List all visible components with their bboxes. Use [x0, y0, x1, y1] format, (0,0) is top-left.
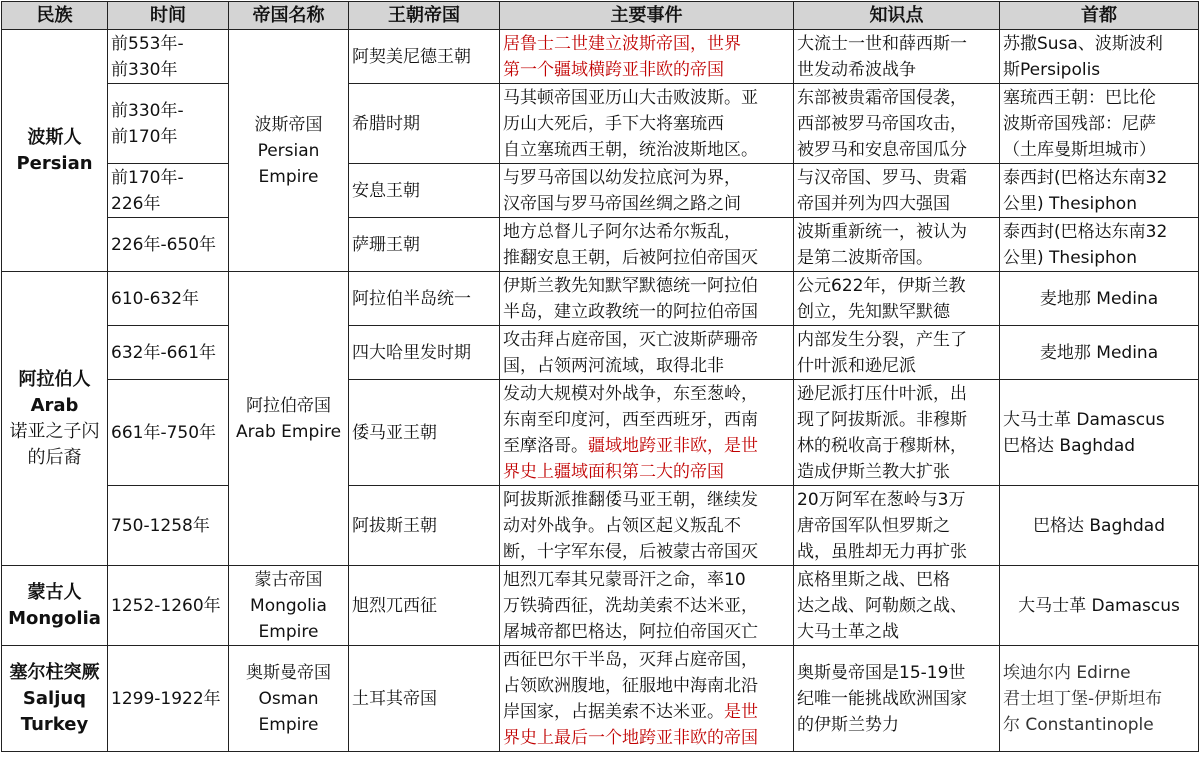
capital-cell: 塞琉西王朝：巴比伦 波斯帝国残部：尼萨 （土库曼斯坦城市）	[1000, 84, 1199, 164]
dynasty-cell: 阿契美尼德王朝	[349, 30, 500, 84]
table-row	[2, 326, 1199, 380]
time-cell: 632年-661年	[108, 326, 229, 380]
knowledge-cell: 内部发生分裂，产生了 什叶派和逊尼派	[794, 326, 1000, 380]
dynasty-cell: 希腊时期	[349, 84, 500, 164]
people-cell-arab: 阿拉伯人 Arab 诺亚之子闪 的后裔	[2, 272, 108, 566]
dynasty-cell: 阿拔斯王朝	[349, 486, 500, 566]
event-cell: 西征巴尔干半岛，灭拜占庭帝国， 占领欧洲腹地，征服地中海南北沿 岸国家，占据美索不达米亚。是世 界史上最后一个地跨亚非欧的帝国	[500, 646, 794, 752]
time-cell: 750-1258年	[108, 486, 229, 566]
empire-cell-arab: 阿拉伯帝国 Arab Empire	[229, 272, 349, 566]
empire-cell-turk: 奥斯曼帝国 Osman Empire	[229, 646, 349, 752]
time-cell: 661年-750年	[108, 380, 229, 486]
knowledge-cell: 底格里斯之战、巴格 达之战、阿勒颇之战、 大马士革之战	[794, 566, 1000, 646]
header-capital: 首都	[1000, 2, 1199, 30]
event-cell: 阿拔斯派推翻倭马亚王朝，继续发 动对外战争。占领区起义叛乱不 断，十字军东侵，后被蒙古帝国灭	[500, 486, 794, 566]
event-cell: 居鲁士二世建立波斯帝国，世界 第一个疆域横跨亚非欧的帝国	[500, 30, 794, 84]
empire-table	[1, 1, 1199, 752]
time-cell: 前553年- 前330年	[108, 30, 229, 84]
knowledge-cell: 大流士一世和薛西斯一 世发动希波战争	[794, 30, 1000, 84]
time-cell: 226年-650年	[108, 218, 229, 272]
knowledge-cell: 公元622年，伊斯兰教 创立，先知默罕默德	[794, 272, 1000, 326]
knowledge-cell: 20万阿军在葱岭与3万 唐帝国军队怛罗斯之 战，虽胜却无力再扩张	[794, 486, 1000, 566]
dynasty-cell: 旭烈兀西征	[349, 566, 500, 646]
time-cell: 610-632年	[108, 272, 229, 326]
knowledge-cell: 波斯重新统一，被认为 是第二波斯帝国。	[794, 218, 1000, 272]
capital-cell: 大马士革 Damascus	[1000, 566, 1199, 646]
empire-cell-persian: 波斯帝国 Persian Empire	[229, 30, 349, 272]
dynasty-cell: 土耳其帝国	[349, 646, 500, 752]
event-cell: 伊斯兰教先知默罕默德统一阿拉伯 半岛，建立政教统一的阿拉伯帝国	[500, 272, 794, 326]
time-cell: 前330年- 前170年	[108, 84, 229, 164]
header-people: 民族	[2, 2, 108, 30]
time-cell: 1252-1260年	[108, 566, 229, 646]
dynasty-cell: 安息王朝	[349, 164, 500, 218]
event-cell: 与罗马帝国以幼发拉底河为界， 汉帝国与罗马帝国丝绸之路之间	[500, 164, 794, 218]
event-cell: 发动大规模对外战争，东至葱岭， 东南至印度河，西至西班牙，西南 至摩洛哥。疆域地跨亚非欧，是世 界史上疆域面积第二大的帝国	[500, 380, 794, 486]
table-row	[2, 272, 1199, 326]
knowledge-cell: 逊尼派打压什叶派，出 现了阿拔斯派。非穆斯 林的税收高于穆斯林， 造成伊斯兰教大扩张	[794, 380, 1000, 486]
table-row	[2, 380, 1199, 486]
knowledge-cell: 奥斯曼帝国是15-19世 纪唯一能挑战欧洲国家 的伊斯兰势力	[794, 646, 1000, 752]
people-cell-mongol: 蒙古人 Mongolia	[2, 566, 108, 646]
table-row	[2, 486, 1199, 566]
header-main-events: 主要事件	[500, 2, 794, 30]
event-cell: 马其顿帝国亚历山大击败波斯。亚 历山大死后，手下大将塞琉西 自立塞琉西王朝，统治波斯地区。	[500, 84, 794, 164]
dynasty-cell: 阿拉伯半岛统一	[349, 272, 500, 326]
capital-cell: 麦地那 Medina	[1000, 326, 1199, 380]
time-cell: 前170年- 226年	[108, 164, 229, 218]
table-row	[2, 164, 1199, 218]
capital-cell: 大马士革 Damascus 巴格达 Baghdad	[1000, 380, 1199, 486]
table-row	[2, 84, 1199, 164]
empire-cell-mongol: 蒙古帝国 Mongolia Empire	[229, 566, 349, 646]
header-knowledge: 知识点	[794, 2, 1000, 30]
table-row	[2, 30, 1199, 84]
event-cell: 攻击拜占庭帝国，灭亡波斯萨珊帝 国，占领两河流域，取得北非	[500, 326, 794, 380]
people-cell-persian: 波斯人 Persian	[2, 30, 108, 272]
dynasty-cell: 萨珊王朝	[349, 218, 500, 272]
capital-cell: 埃迪尔内 Edirne 君士坦丁堡-伊斯坦布 尔 Constantinople	[1000, 646, 1199, 752]
table-row	[2, 646, 1199, 752]
header-dynasty: 王朝帝国	[349, 2, 500, 30]
header-empire-name: 帝国名称	[229, 2, 349, 30]
people-cell-turk: 塞尔柱突厥 Saljuq Turkey	[2, 646, 108, 752]
knowledge-cell: 与汉帝国、罗马、贵霜 帝国并列为四大强国	[794, 164, 1000, 218]
header-time: 时间	[108, 2, 229, 30]
capital-cell: 泰西封(巴格达东南32 公里) Thesiphon	[1000, 164, 1199, 218]
time-cell: 1299-1922年	[108, 646, 229, 752]
knowledge-cell: 东部被贵霜帝国侵袭， 西部被罗马帝国攻击， 被罗马和安息帝国瓜分	[794, 84, 1000, 164]
capital-cell: 苏撒Susa、波斯波利 斯Persipolis	[1000, 30, 1199, 84]
header-row	[2, 2, 1199, 30]
event-cell: 地方总督儿子阿尔达希尔叛乱， 推翻安息王朝，后被阿拉伯帝国灭	[500, 218, 794, 272]
capital-cell: 泰西封(巴格达东南32 公里) Thesiphon	[1000, 218, 1199, 272]
capital-cell: 麦地那 Medina	[1000, 272, 1199, 326]
capital-cell: 巴格达 Baghdad	[1000, 486, 1199, 566]
table-row	[2, 218, 1199, 272]
dynasty-cell: 四大哈里发时期	[349, 326, 500, 380]
table-row	[2, 566, 1199, 646]
event-cell: 旭烈兀奉其兄蒙哥汗之命，率10 万铁骑西征，洗劫美索不达米亚， 屠城帝都巴格达，阿拉伯帝国灭亡	[500, 566, 794, 646]
dynasty-cell: 倭马亚王朝	[349, 380, 500, 486]
